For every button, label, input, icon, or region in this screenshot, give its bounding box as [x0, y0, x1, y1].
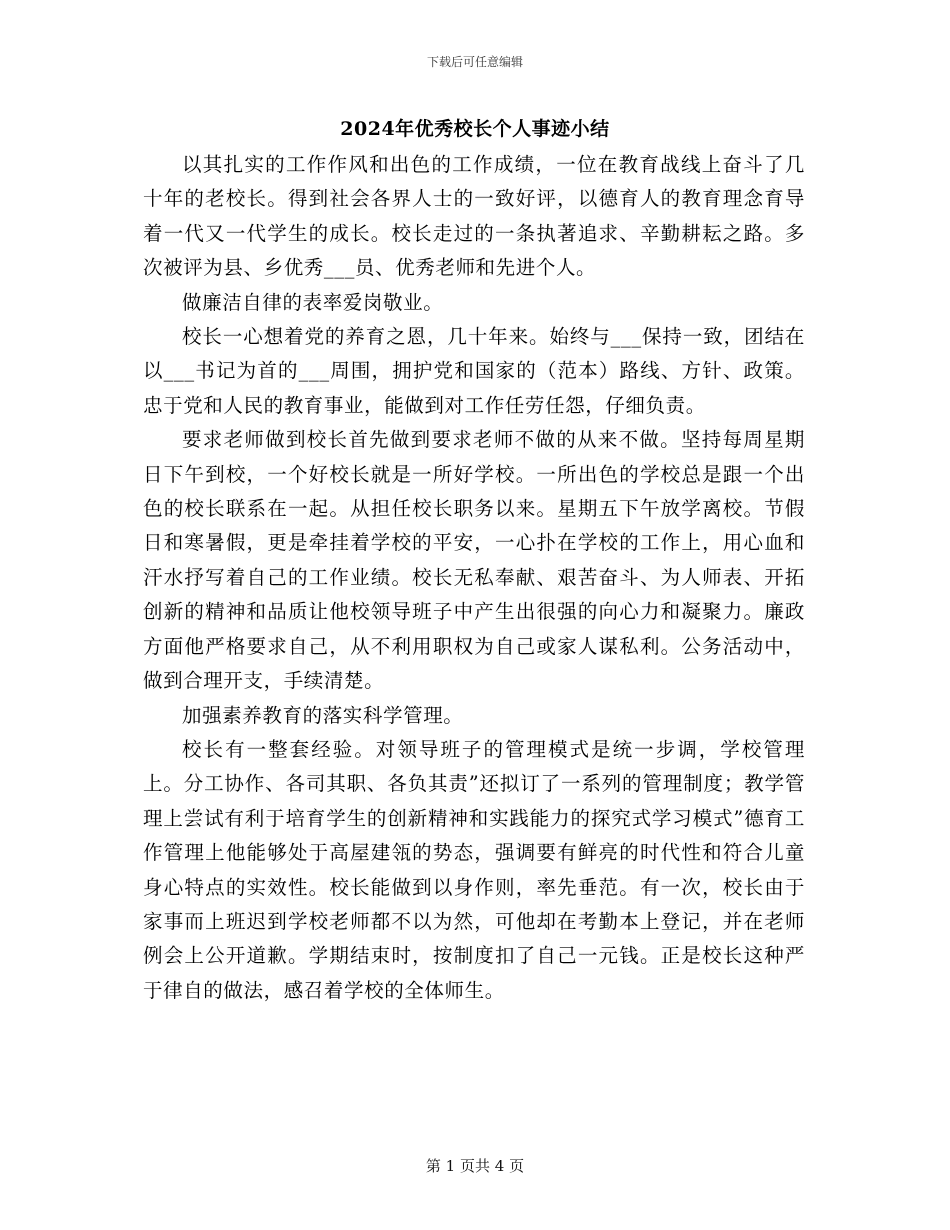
paragraph-6: 校长有一整套经验。对领导班子的管理模式是统一步调，学校管理上。分工协作、各司其职、各负其责”还拟订了一系列的管理制度；教学管理上尝试有利于培育学生的创新精神和实践能力的探究式学习模式”德育工作管理上他能够处于高屋建瓴的势态，强调要有鲜亮的时代性和符合儿童身心特点的实效性。校长能做到以身作则，率先垂范。有一次，校长由于家事而上班迟到学校老师都不以为然，可他却在考勤本上登记，并在老师例会上公开道歉。学期结束时，按制度扣了自己一元钱。正是校长这种严于律自的做法，感召着学校的全体师生。	[143, 737, 805, 1002]
paragraph-4: 要求老师做到校长首先做到要求老师不做的从来不做。坚持每周星期日下午到校，一个好校长就是一所好学校。一所出色的学校总是跟一个出色的校长联系在一起。从担任校长职务以来。星期五下午放学离校。节假日和寒暑假，更是牵挂着学校的平安，一心扑在学校的工作上，用心血和汗水抒写着自己的工作业绩。校长无私奉献、艰苦奋斗、为人师表、开拓创新的精神和品质让他校领导班子中产生出很强的向心力和凝聚力。廉政方面他严格要求自己，从不利用职权为自己或家人谋私利。公务活动中，做到合理开支，手续清楚。	[143, 428, 805, 693]
page-header-note: 下载后可任意编辑	[426, 55, 523, 69]
document-title: 2024年优秀校长个人事迹小结	[340, 118, 610, 140]
page-number-footer: 第 1 页共 4 页	[425, 1157, 525, 1175]
paragraph-1: 以其扎实的工作作风和出色的工作成绩，一位在教育战线上奋斗了几十年的老校长。得到社会各界人士的一致好评，以德育人的教育理念育导着一代又一代学生的成长。校长走过的一条执著追求、辛勤耕耘之路。多次被评为县、乡优秀___员、优秀老师和先进个人。	[143, 153, 805, 280]
paragraph-3: 校长一心想着党的养育之恩，几十年来。始终与___保持一致，团结在以___书记为首的___周围，拥护党和国家的（范本）路线、方针、政策。忠于党和人民的教育事业，能做到对工作任劳任怨，仔细负责。	[143, 325, 805, 417]
paragraph-2: 做廉洁自律的表率爱岗敬业。	[182, 290, 444, 314]
paragraph-5: 加强素养教育的落实科学管理。	[182, 703, 464, 727]
document-body	[143, 148, 805, 1008]
